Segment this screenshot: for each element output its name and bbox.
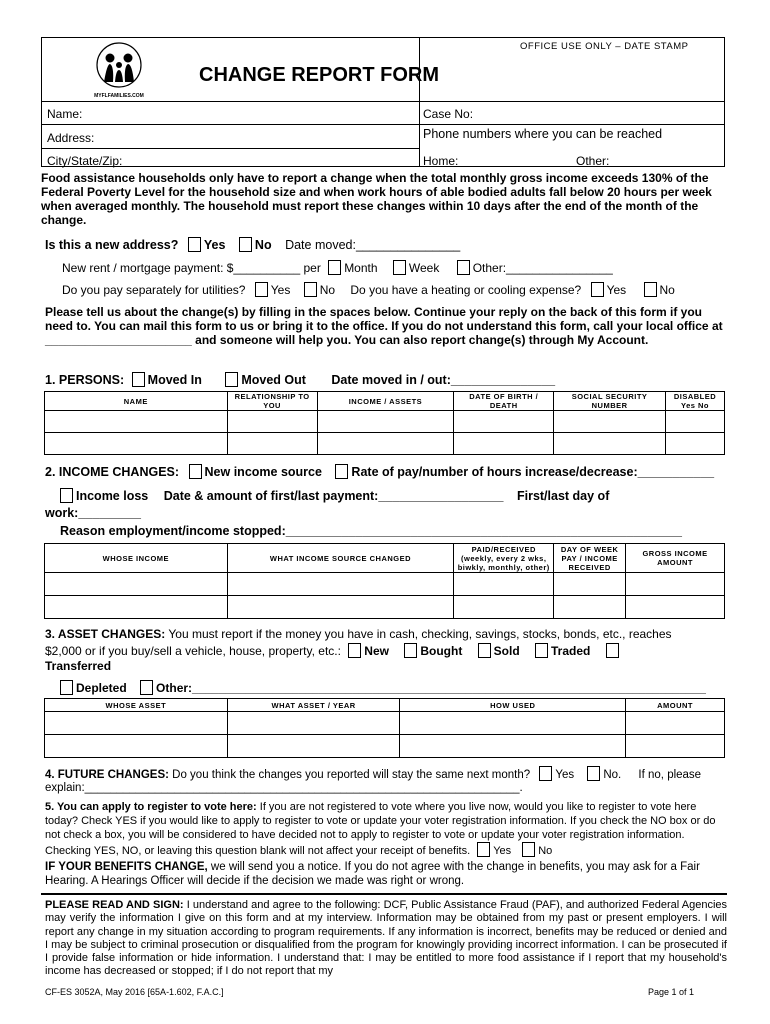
- col-income-assets: INCOME / ASSETS: [317, 392, 454, 411]
- moved-out-label: Moved Out: [241, 373, 306, 387]
- rent-row: [62, 260, 613, 275]
- row-divider-1: [41, 124, 725, 125]
- asset-sold-checkbox[interactable]: [478, 643, 491, 658]
- income-heading: 2. INCOME CHANGES:: [45, 465, 180, 479]
- col-whose-asset: WHOSE ASSET: [45, 699, 228, 712]
- moved-out-checkbox[interactable]: [225, 372, 238, 387]
- sign-text: I understand and agree to the following: DCF, Public Assistance Fraud (PAF), and authorized Federal Agencies may verify the information I give on this form and at my interview. Information may be obtained from my past or present employers. I will report any change in my situation according to program requirements. If any information is incorrect, benefits may be reduced or denied and I may be subject to criminal prosecution or disqualified from the program for knowingly providing incorrect information. I can be prosecuted if I provide false information or hide information. I understand that: I may be entitled to more food assistance if I report that my household's income has decreased or stopped; if I do not report that my: [45, 899, 727, 978]
- col-whose-income: WHOSE INCOME: [45, 544, 228, 573]
- asset-transferred-checkbox[interactable]: [606, 643, 619, 658]
- benefits-text: we will send you a notice. If you do not agree with the change in benefits, you may ask for a Fair Hearing. A Hearings Officer will decide if the decision we made was right or wrong.: [45, 861, 700, 887]
- asset-options-row: [45, 643, 622, 658]
- rent-week-checkbox[interactable]: [393, 260, 406, 275]
- future-no-label: No.: [603, 769, 622, 781]
- future-question: Do you think the changes you reported will stay the same next month?: [172, 769, 531, 781]
- future-row: [45, 766, 701, 781]
- utilities-row: [62, 282, 675, 297]
- vote-text: If you are not registered to vote where you live now, would you like to register to vote here today? Check YES if you would like to apply to register to vote or update your voter registration information. If you check the NO box or do not check a box, you will be considered to have decided not to apply to register to vote or update your voter registration information. Checking YES, NO, or leaving this question blank will not affect your receipt of benefits.: [45, 801, 716, 857]
- address-field[interactable]: Address:: [47, 131, 95, 145]
- asset-transferred-label: Transferred: [45, 659, 112, 673]
- moved-in-checkbox[interactable]: [132, 372, 145, 387]
- asset-text: You must report if the money you have in cash, checking, savings, stocks, bonds, etc., reaches: [168, 627, 672, 641]
- phone-label: Phone numbers where you can be reached: [423, 127, 663, 141]
- dcf-seal-icon: [80, 40, 158, 90]
- asset-new-label: New: [364, 644, 389, 658]
- header-divider-h: [41, 101, 725, 102]
- utilities-no-checkbox[interactable]: [304, 282, 317, 297]
- new-address-yes-label: Yes: [203, 238, 226, 252]
- asset-traded-checkbox[interactable]: [535, 643, 548, 658]
- utilities-no-label: No: [319, 283, 336, 297]
- new-address-no-label: No: [254, 238, 272, 252]
- instructions-paragraph: Please tell us about the change(s) by filling in the spaces below. Continue your reply on the back of this form if you need to. You can mail this form to us or bring it to the office. If you do not understand this form, call your local office at ______________________ and someone will help you. You can also report change(s) through My Account.: [45, 305, 723, 347]
- heating-yes-checkbox[interactable]: [591, 282, 604, 297]
- vote-heading: 5. You can apply to register to vote here:: [45, 801, 257, 813]
- sign-heading: PLEASE READ AND SIGN:: [45, 899, 184, 911]
- col-how-used: HOW USED: [400, 699, 626, 712]
- food-assistance-notice: Food assistance households only have to report a change when the total monthly gross income exceeds 130% of the Federal Poverty Level for the household size and when work hours of able bodied adults fall below 20 hours per week when averaged monthly. The household must report these changes within 10 days after the end of the month of the change.: [41, 171, 712, 227]
- rent-other-checkbox[interactable]: [457, 260, 470, 275]
- persons-table: [44, 391, 725, 455]
- income-loss-label: Income loss: [76, 489, 149, 503]
- table-row[interactable]: [45, 411, 725, 433]
- asset-table: [44, 698, 725, 758]
- form-title: CHANGE REPORT FORM: [199, 64, 439, 86]
- new-income-checkbox[interactable]: [189, 464, 202, 479]
- logo-text: MYFLFAMILIES.COM: [94, 93, 144, 99]
- future-no-checkbox[interactable]: [587, 766, 600, 781]
- asset-text-2: $2,000 or if you buy/sell a vehicle, house, property, etc.:: [45, 644, 341, 658]
- row-divider-2: [41, 148, 420, 149]
- future-yes-label: Yes: [555, 769, 575, 781]
- vote-yes-checkbox[interactable]: [477, 842, 490, 857]
- future-yes-checkbox[interactable]: [539, 766, 552, 781]
- vote-no-label: No: [538, 845, 553, 857]
- sign-section: [45, 899, 727, 979]
- date-moved-in-out-field[interactable]: Date moved in / out:_______________: [331, 373, 556, 387]
- heating-question: Do you have a heating or cooling expense?: [350, 283, 582, 297]
- asset-sold-label: Sold: [493, 644, 520, 658]
- date-moved-field[interactable]: Date moved:_______________: [285, 238, 461, 252]
- future-explain-label: If no, please: [638, 769, 702, 781]
- new-address-yes-checkbox[interactable]: [188, 237, 201, 252]
- first-last-day-label: First/last day of: [516, 489, 610, 503]
- future-heading: 4. FUTURE CHANGES:: [45, 769, 169, 781]
- table-row[interactable]: [45, 596, 725, 619]
- rent-other-field[interactable]: Other:________________: [472, 261, 613, 275]
- home-phone-field[interactable]: Home:: [423, 154, 459, 168]
- col-gross-income: GROSS INCOME AMOUNT: [626, 544, 725, 573]
- asset-other-checkbox[interactable]: [140, 680, 153, 695]
- date-amount-field[interactable]: Date & amount of first/last payment:__________________: [163, 489, 504, 503]
- asset-heading-row: [45, 627, 672, 641]
- new-address-no-checkbox[interactable]: [239, 237, 252, 252]
- rate-change-field[interactable]: Rate of pay/number of hours increase/decrease:___________: [351, 465, 715, 479]
- asset-other-field[interactable]: Other:_____________________________________________________________________________: [156, 681, 706, 695]
- rate-change-checkbox[interactable]: [335, 464, 348, 479]
- work-field[interactable]: work:_________: [45, 506, 141, 520]
- col-ssn: SOCIAL SECURITY NUMBER: [554, 392, 666, 411]
- reason-field[interactable]: Reason employment/income stopped:_________________________________________________________: [60, 524, 682, 538]
- col-relationship: RELATIONSHIP TO YOU: [227, 392, 317, 411]
- heating-no-checkbox[interactable]: [644, 282, 657, 297]
- persons-heading: 1. PERSONS:: [45, 373, 125, 387]
- benefits-section: [45, 860, 727, 888]
- form-id: CF-ES 3052A, May 2016 [65A-1.602, F.A.C.]: [45, 987, 224, 997]
- utilities-yes-checkbox[interactable]: [255, 282, 268, 297]
- other-phone-field[interactable]: Other:: [576, 154, 610, 168]
- dcf-logo: [80, 40, 158, 100]
- new-address-question: Is this a new address?: [45, 238, 179, 252]
- heating-no-label: No: [659, 283, 675, 297]
- col-name: NAME: [45, 392, 228, 411]
- rent-field[interactable]: New rent / mortgage payment: $__________ per: [62, 261, 321, 275]
- asset-depleted-row: [60, 680, 706, 695]
- vote-no-checkbox[interactable]: [522, 842, 535, 857]
- col-day-of-week: DAY OF WEEK PAY / INCOME RECEIVED: [554, 544, 626, 573]
- table-row[interactable]: [45, 712, 725, 735]
- asset-depleted-checkbox[interactable]: [60, 680, 73, 695]
- col-income-source: WHAT INCOME SOURCE CHANGED: [227, 544, 454, 573]
- asset-traded-label: Traded: [551, 644, 591, 658]
- col-amount: AMOUNT: [626, 699, 725, 712]
- rent-week-label: Week: [408, 261, 440, 275]
- income-loss-checkbox[interactable]: [60, 488, 73, 503]
- col-dob: DATE OF BIRTH / DEATH: [454, 392, 554, 411]
- utilities-question: Do you pay separately for utilities?: [62, 283, 246, 297]
- table-row[interactable]: [45, 433, 725, 455]
- vote-yes-label: Yes: [493, 845, 512, 857]
- asset-bought-label: Bought: [420, 644, 463, 658]
- heating-yes-label: Yes: [606, 283, 627, 297]
- new-income-label: New income source: [204, 465, 322, 479]
- table-row[interactable]: [45, 573, 725, 596]
- rent-month-checkbox[interactable]: [328, 260, 341, 275]
- table-row[interactable]: [45, 735, 725, 758]
- office-use-label: OFFICE USE ONLY – DATE STAMP: [520, 41, 689, 52]
- vote-section: [45, 800, 727, 858]
- name-field[interactable]: Name:: [47, 107, 83, 121]
- city-field[interactable]: City/State/Zip:: [47, 154, 123, 168]
- utilities-yes-label: Yes: [270, 283, 291, 297]
- col-disabled: DISABLED Yes No: [666, 392, 725, 411]
- rent-month-label: Month: [344, 261, 378, 275]
- benefits-heading: IF YOUR BENEFITS CHANGE,: [45, 861, 208, 873]
- income-heading-row: [45, 464, 714, 479]
- asset-depleted-label: Depleted: [76, 681, 127, 695]
- persons-heading-row: [45, 372, 555, 387]
- asset-bought-checkbox[interactable]: [404, 643, 417, 658]
- col-what-asset: WHAT ASSET / YEAR: [227, 699, 400, 712]
- asset-heading: 3. ASSET CHANGES:: [45, 627, 166, 641]
- moved-in-label: Moved In: [147, 373, 202, 387]
- income-table: [44, 543, 725, 619]
- income-loss-row: [60, 488, 609, 503]
- page-number: Page 1 of 1: [648, 987, 695, 997]
- future-explain-field[interactable]: explain:____________________________________________________________________.: [45, 782, 523, 794]
- new-address-row: [45, 237, 460, 252]
- case-no-field[interactable]: Case No:: [423, 107, 474, 121]
- col-paid-received: PAID/RECEIVED (weekly, every 2 wks, biwkly, monthly, other): [454, 544, 554, 573]
- section-divider: [41, 893, 727, 895]
- asset-new-checkbox[interactable]: [348, 643, 361, 658]
